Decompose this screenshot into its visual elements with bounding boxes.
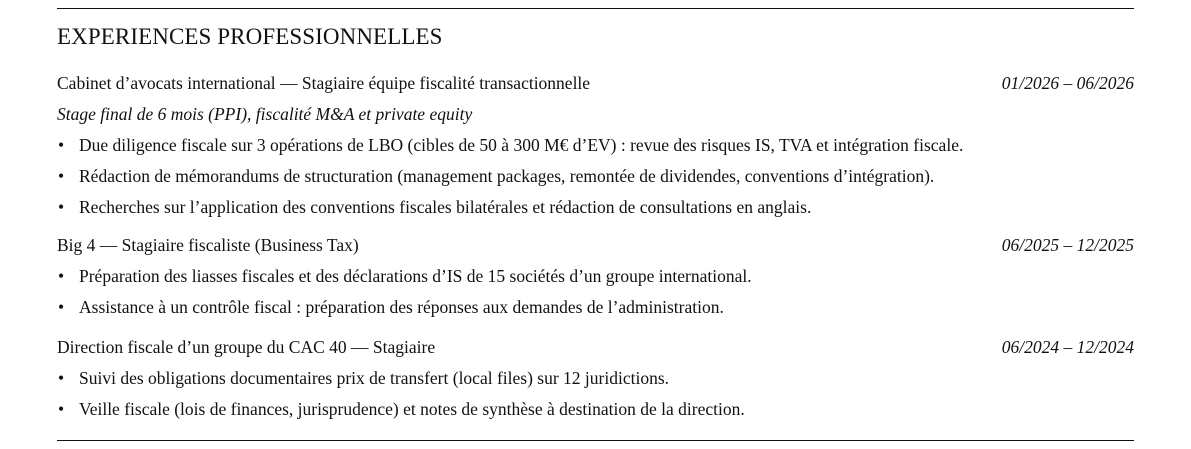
job-dates: 06/2025 – 12/2025 [1001, 235, 1134, 255]
bullet-icon: • [58, 166, 65, 186]
list-item [57, 164, 1134, 188]
bullet-icon: • [58, 197, 65, 217]
bullet-text: Veille fiscale (lois de finances, jurisprudence) et notes de synthèse à destination de la direction. [79, 399, 745, 419]
bullet-icon: • [58, 399, 65, 419]
bullet-icon: • [58, 368, 65, 388]
bullet-text: Rédaction de mémorandums de structuration (management packages, remontée de dividendes, conventions d’intégration). [79, 166, 935, 186]
top-divider [57, 8, 1134, 9]
bullet-text: Assistance à un contrôle fiscal : préparation des réponses aux demandes de l’administration. [79, 297, 724, 317]
job-dates: 01/2026 – 06/2026 [1001, 73, 1134, 93]
list-item [57, 397, 1134, 421]
list-item [57, 133, 1134, 157]
bullet-icon: • [58, 297, 65, 317]
bullet-text: Préparation des liasses fiscales et des déclarations d’IS de 15 sociétés d’un groupe international. [79, 266, 752, 286]
list-item [57, 195, 1134, 219]
list-item [57, 295, 1134, 319]
job-title: Big 4 — Stagiaire fiscaliste (Business Tax) [57, 235, 359, 255]
bullet-text: Recherches sur l’application des conventions fiscales bilatérales et rédaction de consultations en anglais. [79, 197, 812, 217]
list-item [57, 366, 1134, 390]
section-title: EXPERIENCES PROFESSIONNELLES [57, 24, 443, 49]
bullet-icon: • [58, 135, 65, 155]
list-item [57, 264, 1134, 288]
job-title: Direction fiscale d’un groupe du CAC 40 — Stagiaire [57, 337, 436, 357]
bullet-icon: • [58, 266, 65, 286]
job-title: Cabinet d’avocats international — Stagiaire équipe fiscalité transactionnelle [57, 73, 591, 93]
job-dates: 06/2024 – 12/2024 [1001, 337, 1134, 357]
job-subtitle: Stage final de 6 mois (PPI), fiscalité M&A et private equity [57, 104, 473, 124]
bullet-text: Due diligence fiscale sur 3 opérations de LBO (cibles de 50 à 300 M€ d’EV) : revue des risques IS, TVA et intégration fiscale. [79, 135, 964, 155]
job-header [57, 335, 1134, 359]
bullet-text: Suivi des obligations documentaires prix de transfert (local files) sur 12 juridictions. [79, 368, 670, 388]
job-header [57, 71, 1134, 95]
job-header [57, 233, 1134, 257]
bottom-divider [57, 440, 1134, 441]
